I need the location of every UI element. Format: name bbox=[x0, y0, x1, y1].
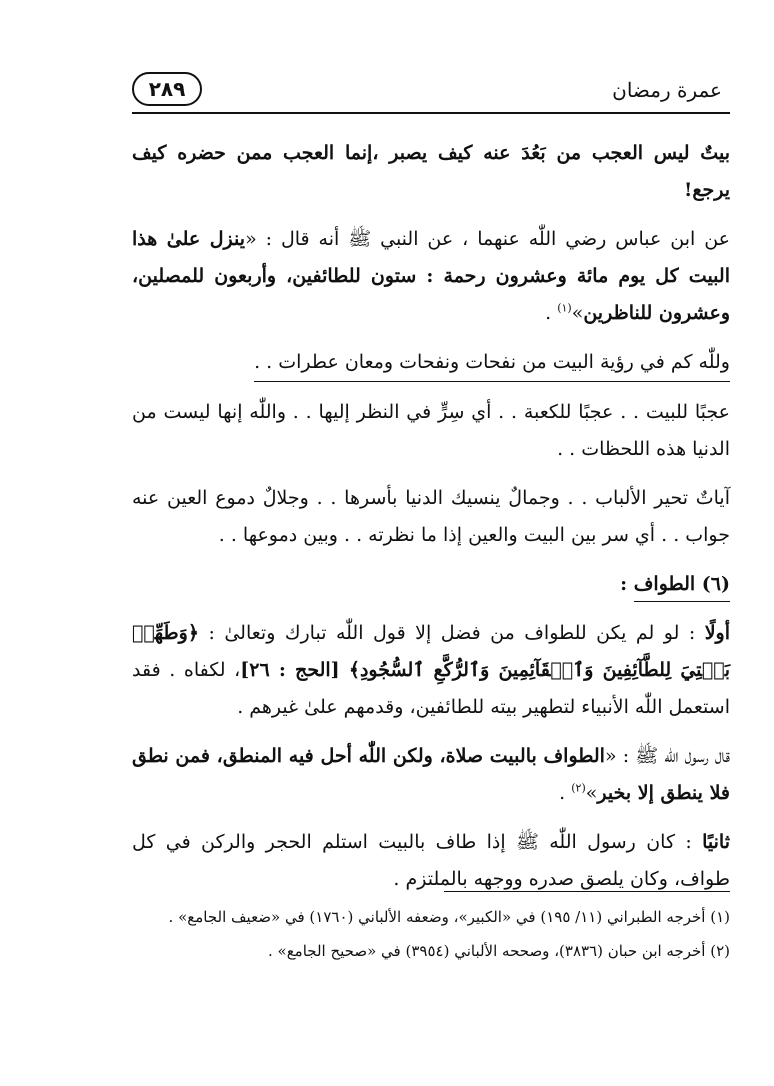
paragraph-2 bbox=[132, 221, 730, 332]
paragraph-heading bbox=[132, 344, 730, 382]
footnotes bbox=[132, 903, 730, 971]
main-text bbox=[132, 135, 730, 910]
paragraph-3-text: عجبًا للبيت . . عجبًا للكعبة . . أي سِرٍّ في النظر إليها . . واللّٰه إنها ليست من الدنيا هذه اللحظات . . bbox=[132, 401, 730, 460]
footnote-marker-1: (١) bbox=[557, 301, 572, 315]
underlined-heading: وللّٰه كم في رؤية البيت من نفحات ونفحات ومعان عطرات . . bbox=[254, 345, 730, 382]
page-number: ٢٨٩ bbox=[132, 72, 202, 106]
paragraph-5-rest: ، لكفاه . فقد استعمل اللّٰه الأنبياء لتطهير بيته للطائفين، وقدمهم علىٰ غيرهم . bbox=[132, 659, 730, 718]
quran-verse: ﴿وَطَهِّرۡ بَيۡتِيَ لِلطَّآئِفِينَ وَٱلۡقَآئِمِينَ وَٱلرُّكَّعِ ٱلسُّجُودِ﴾ bbox=[132, 622, 730, 681]
footnote-2: (٢) أخرجه ابن حبان (٣٨٣٦)، وصححه الألباني (٣٩٥٤) في «صحيح الجامع» . bbox=[267, 942, 730, 960]
paragraph-7-text: : كان رسول اللّٰه ﷺ إذا طاف بالبيت استلم الحجر والركن في كل طواف، وكان يلصق صدره ووجهه بالملتزم . bbox=[132, 831, 730, 890]
hadith-2-intro: قال رسول اللّٰه ﷺ : « bbox=[604, 745, 730, 767]
paragraph-5-text: : لو لم يكن للطواف من فضل إلا قول اللّٰه تبارك وتعالىٰ : bbox=[199, 622, 705, 644]
section-heading bbox=[132, 566, 730, 603]
hadith-close: » bbox=[571, 302, 584, 324]
paragraph-7 bbox=[132, 824, 730, 898]
running-title: عمرة رمضان bbox=[612, 78, 722, 102]
hadith-end: . bbox=[545, 302, 558, 324]
hadith-2-end: . bbox=[559, 782, 572, 804]
paragraph-4 bbox=[132, 480, 730, 554]
paragraph-7-label: ثانيًا bbox=[702, 831, 730, 853]
section-title: (٦) الطواف bbox=[634, 567, 730, 602]
paragraph-4-text: آياتٌ تحير الألباب . . وجمالٌ ينسيك الدنيا بأسرها . . وجلالٌ دموع العين عنه جواب . . أي سر بين البيت والعين إذا ما نظرته . . وبين دموعها . . bbox=[132, 487, 730, 546]
footnote-marker-2: (٢) bbox=[571, 781, 586, 795]
section-colon: : bbox=[620, 573, 634, 595]
verse-reference: [الحج : ٢٦] bbox=[240, 659, 349, 681]
footnote-1: (١) أخرجه الطبراني (١١/ ١٩٥) في «الكبير»، وضعفه الألباني (١٧٦٠) في «ضعيف الجامع» . bbox=[168, 908, 730, 926]
paragraph-5 bbox=[132, 615, 730, 726]
hadith-text: ينزل علىٰ هذا البيت كل يوم مائة وعشرون رحمة : ستون للطائفين، وأربعون للمصلين، وعشرون للناظرين bbox=[132, 228, 730, 324]
hadith-2-text: الطواف بالبيت صلاة، ولكن اللّٰه أحل فيه المنطق، فمن نطق فلا ينطق إلا بخير bbox=[132, 745, 730, 804]
paragraph-6 bbox=[132, 738, 730, 812]
page-header bbox=[132, 72, 730, 110]
hadith-intro: عن ابن عباس رضي اللّٰه عنهما ، عن النبي ﷺ أنه قال : « bbox=[245, 228, 730, 250]
hadith-2-close: » bbox=[585, 782, 598, 804]
paragraph-1 bbox=[132, 135, 730, 209]
footnote-rule bbox=[444, 891, 730, 892]
paragraph-1-text: بيتٌ ليس العجب من بَعُدَ عنه كيف يصبر ،إنما العجب ممن حضره كيف يرجع! bbox=[132, 142, 730, 201]
header-rule bbox=[132, 112, 730, 114]
paragraph-5-label: أولًا bbox=[704, 622, 730, 644]
paragraph-3 bbox=[132, 394, 730, 468]
